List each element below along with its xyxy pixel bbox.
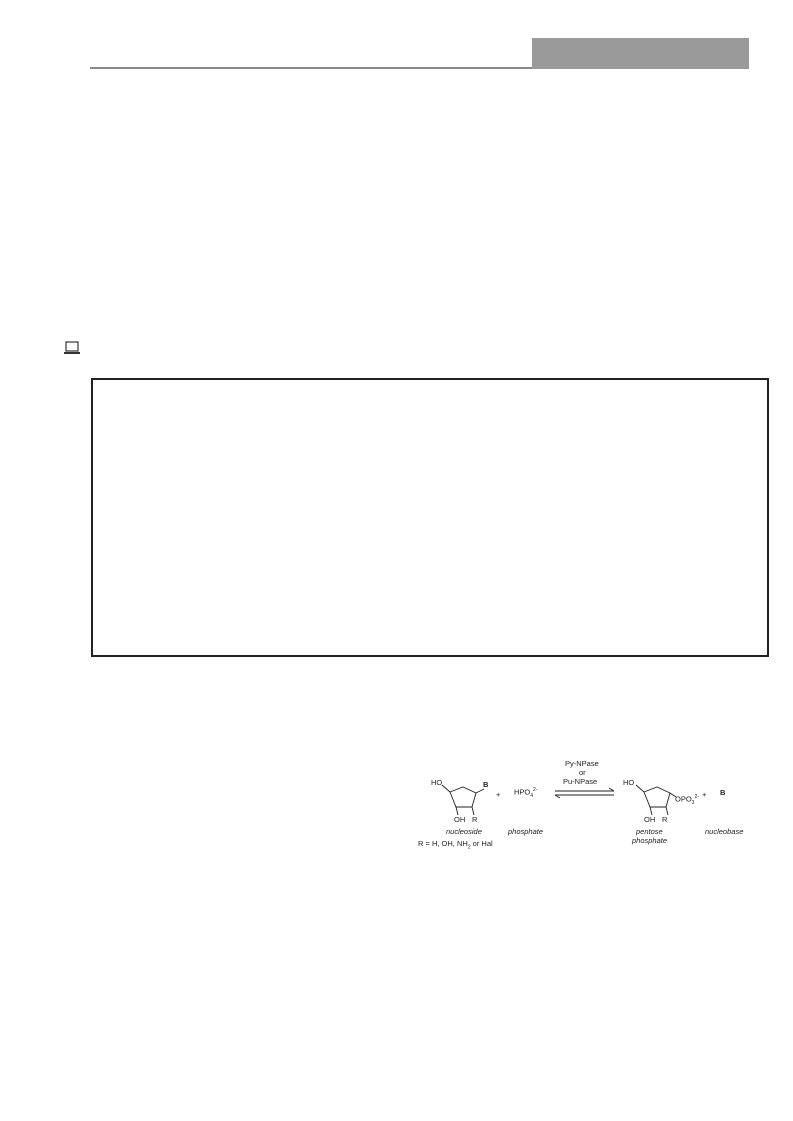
nucleobase-name: nucleobase [705, 827, 744, 836]
enzyme-pu-npase: Pu-NPase [563, 777, 598, 786]
laptop-icon [63, 340, 81, 356]
content-box-divider-tick [427, 378, 428, 380]
nucleoside-oh-label: OH [454, 815, 466, 824]
pentose-name-line2: phosphate [632, 836, 668, 845]
reaction-scheme [418, 757, 758, 857]
plus-sign-1: + [496, 790, 501, 799]
pentose-oh-label: OH [644, 815, 656, 824]
plus-sign-2: + [702, 790, 707, 799]
enzyme-py-npase: Py-NPase [565, 759, 599, 768]
pentose-r-label: R [662, 815, 668, 824]
header-block [532, 38, 749, 69]
nucleobase-label: B [720, 788, 726, 797]
enzyme-or-label: or [579, 768, 586, 777]
pentose-opo3-label: $OPO_3^{2-}$ [675, 794, 699, 806]
nucleoside-ho-label: HO [431, 778, 443, 787]
nucleoside-name: nucleoside [446, 827, 482, 836]
header-rule [90, 67, 532, 69]
pentose-ho-label: HO [623, 778, 635, 787]
pentose-name-line1: pentose [636, 827, 663, 836]
nucleoside-r-label: R [472, 815, 478, 824]
phosphate-name: phosphate [508, 827, 544, 836]
content-box [91, 378, 769, 657]
r-definition: R = H, OH, $NH_2$ or Hal [418, 839, 493, 851]
nucleoside-base-label: B [483, 780, 489, 789]
phosphate-formula: $HPO_4^{2-}$ [514, 787, 538, 799]
